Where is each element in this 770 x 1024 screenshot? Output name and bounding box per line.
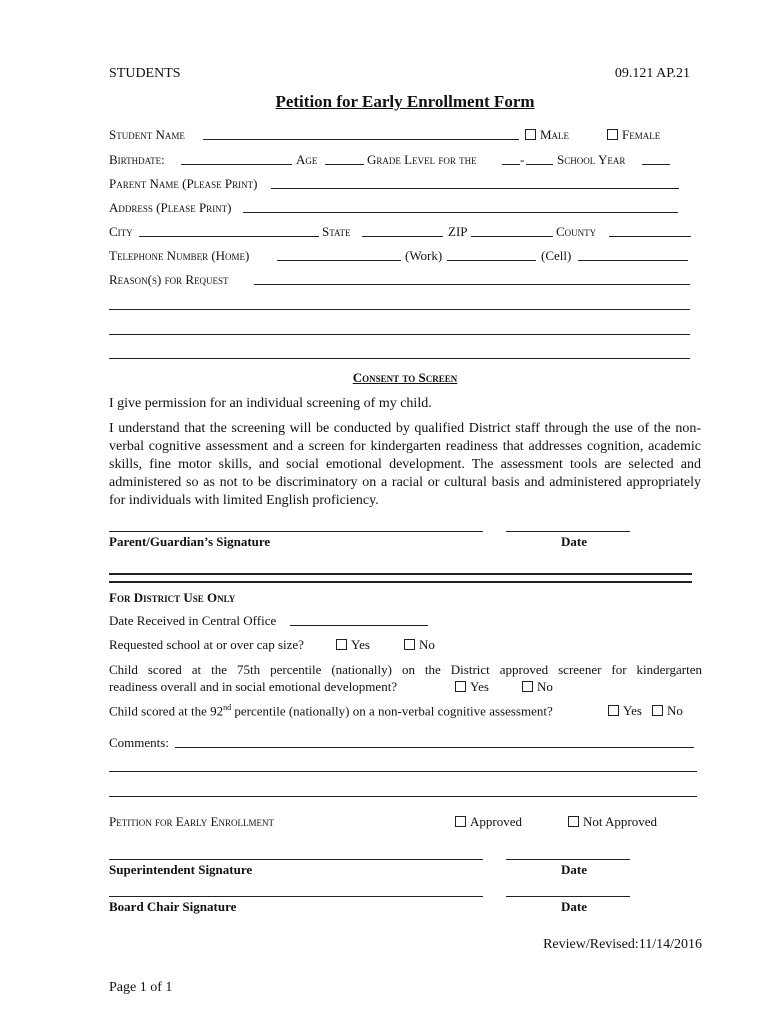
cap-no-option[interactable] [404,637,435,653]
q75-yes-option[interactable] [455,679,489,695]
not-approved-checkbox[interactable] [568,816,579,827]
school-year-label: School Year [557,152,626,167]
reasons-label: Reason(s) for Request [109,272,229,287]
cap-yes-option[interactable] [336,637,370,653]
approved-option[interactable] [455,814,522,830]
female-checkbox[interactable] [607,129,618,140]
age-field[interactable] [325,164,364,165]
reasons-line-3[interactable] [109,334,690,335]
parent-date-line[interactable] [506,531,630,532]
grade-year-start-field[interactable] [502,164,520,165]
board-chair-date-label: Date [561,899,587,914]
state-label: State [322,224,351,239]
zip-label: ZIP [448,224,468,239]
age-label: Age [296,152,318,167]
q92-text-post: percentile (nationally) on a non-verbal cognitive assessment? [231,703,553,719]
city-label: City [109,224,133,239]
county-field[interactable] [609,236,691,237]
student-name-field[interactable] [203,139,519,140]
comments-label: Comments: [109,735,169,750]
q92-yes-checkbox[interactable] [608,705,619,716]
superintendent-date-line[interactable] [506,859,630,860]
board-chair-signature-label: Board Chair Signature [109,899,237,914]
cell-label: (Cell) [541,248,572,263]
cap-question: Requested school at or over cap size? [109,637,304,652]
q75-line1: Child scored at the 75th percentile (nationally) on the District approved screener for kindergarten [109,662,702,677]
q92-superscript: nd [223,703,232,712]
not-approved-label: Not Approved [583,814,658,829]
section-separator [109,573,692,583]
home-phone-field[interactable] [277,260,401,261]
superintendent-date-label: Date [561,862,587,877]
telephone-label: Telephone Number (Home) [109,248,250,263]
female-label: Female [622,127,661,142]
q92-text-pre: Child scored at the 92 [109,703,224,719]
male-checkbox[interactable] [525,129,536,140]
student-name-label: Student Name [109,127,185,142]
comments-line-3[interactable] [109,796,697,797]
page-title: Petition for Early Enrollment Form [275,92,535,111]
county-label: County [556,224,597,239]
cell-phone-field[interactable] [578,260,688,261]
permission-text: I give permission for an individual screening of my child. [109,396,432,411]
work-phone-field[interactable] [447,260,536,261]
superintendent-signature-label: Superintendent Signature [109,862,253,877]
consent-paragraph: I understand that the screening will be conducted by qualified District staff through the use of the non-verbal cognitive assessment and a screen for kindergarten readiness that addresses cognition, academic skills, fine motor skills, and social emotional development. The assessment tools are selected and administered so as not to be discriminatory on a racial or cultural basis and administered appropriately for individuals with limited English proficiency. [109,421,701,508]
reasons-field[interactable] [254,284,690,285]
comments-line-2[interactable] [109,771,697,772]
grade-year-end-field[interactable] [526,164,553,165]
q75-no-option[interactable] [522,679,553,695]
comments-field[interactable] [175,747,694,748]
approved-checkbox[interactable] [455,816,466,827]
q92-question [109,703,553,719]
birthdate-label: Birthdate: [109,152,165,167]
grade-level-label: Grade Level for the [367,152,477,167]
male-option[interactable] [525,127,569,143]
q92-no-checkbox[interactable] [652,705,663,716]
q92-no-label: No [667,703,683,718]
cap-yes-label: Yes [351,637,370,652]
work-label: (Work) [405,248,443,263]
petition-label: Petition for Early Enrollment [109,814,274,829]
date-received-label: Date Received in Central Office [109,613,277,628]
q92-no-option[interactable] [652,703,683,719]
year-dash: - [520,152,525,167]
parent-signature-line[interactable] [109,531,483,532]
page-number: Page 1 of 1 [109,980,173,995]
cap-yes-checkbox[interactable] [336,639,347,650]
consent-heading: Consent to Screen [352,370,458,385]
address-field[interactable] [243,212,678,213]
parent-date-label: Date [561,534,587,549]
superintendent-signature-line[interactable] [109,859,483,860]
address-label: Address (Please Print) [109,200,232,215]
board-chair-date-line[interactable] [506,896,630,897]
reasons-line-4[interactable] [109,358,690,359]
district-heading: For District Use Only [109,590,236,605]
q92-yes-option[interactable] [608,703,642,719]
q75-yes-label: Yes [470,679,489,694]
revision-date: Review/Revised:11/14/2016 [543,937,702,952]
cap-no-label: No [419,637,435,652]
female-option[interactable] [607,127,660,143]
not-approved-option[interactable] [568,814,657,830]
parent-name-label: Parent Name (Please Print) [109,176,258,191]
q75-line2: readiness overall and in social emotional development? [109,679,398,694]
approved-label: Approved [470,814,522,829]
zip-field[interactable] [471,236,553,237]
q92-yes-label: Yes [623,703,642,718]
date-received-field[interactable] [290,625,428,626]
q75-no-label: No [537,679,553,694]
q75-no-checkbox[interactable] [522,681,533,692]
cap-no-checkbox[interactable] [404,639,415,650]
school-year-field[interactable] [642,164,670,165]
birthdate-field[interactable] [181,164,292,165]
q75-yes-checkbox[interactable] [455,681,466,692]
state-field[interactable] [362,236,443,237]
male-label: Male [540,127,570,142]
parent-signature-label: Parent/Guardian’s Signature [109,534,271,549]
board-chair-signature-line[interactable] [109,896,483,897]
reasons-line-2[interactable] [109,309,690,310]
parent-name-field[interactable] [271,188,679,189]
policy-code: 09.121 AP.21 [614,66,690,81]
section-label: STUDENTS [109,66,181,81]
city-field[interactable] [139,236,319,237]
